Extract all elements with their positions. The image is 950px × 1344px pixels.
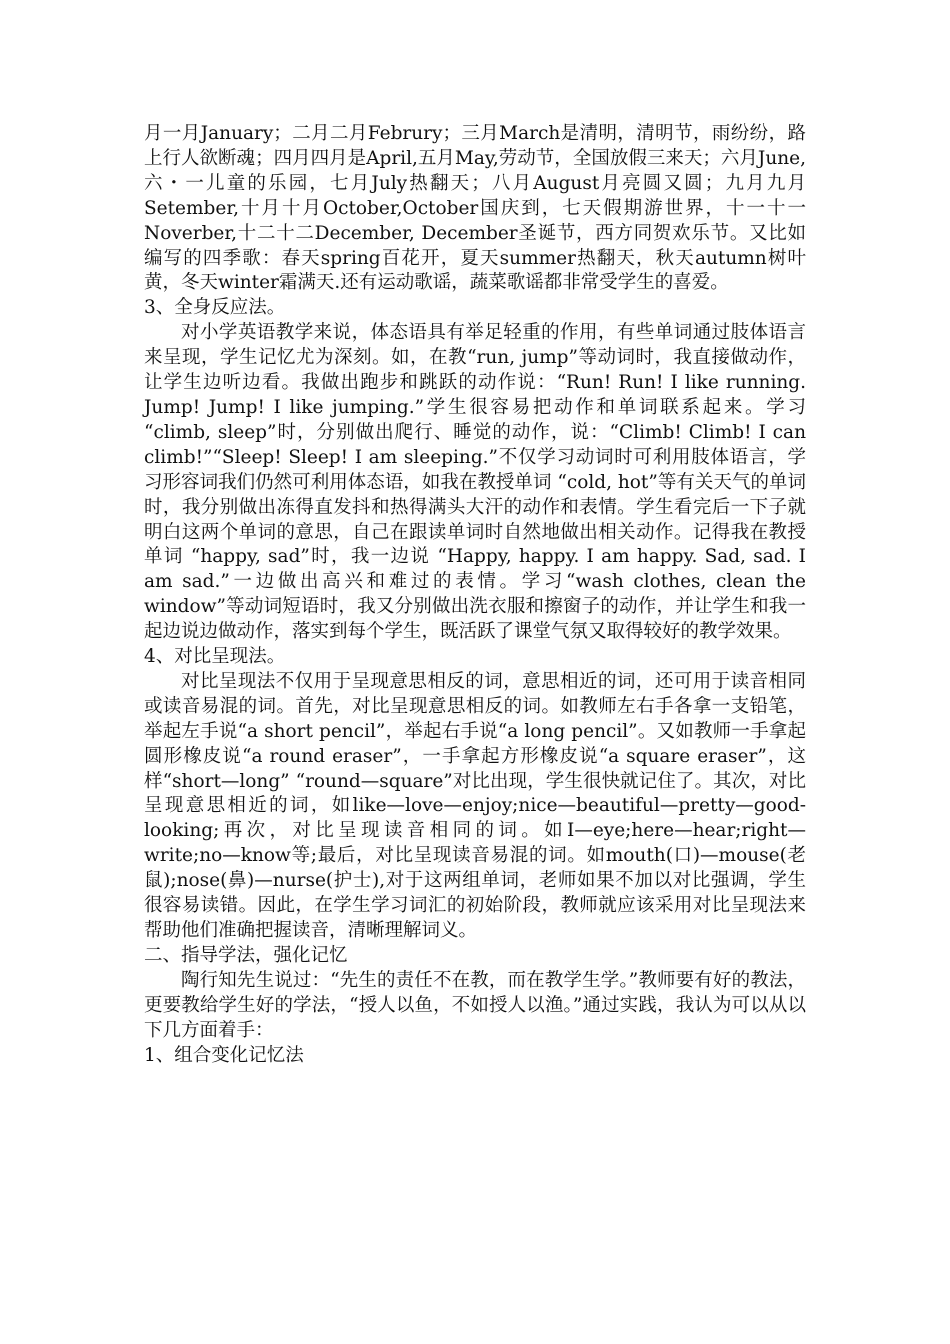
paragraph-contrast-method: 对比呈现法不仅用于呈现意思相反的词，意思相近的词，还可用于读音相同或读音易混的词。首先，对比呈现意思相反的词。如教师左右手各拿一支铅笔，举起左手说“a short pencil”，举起右手说“a long pencil”。又如教师一手拿起圆形橡皮说“a round eraser”，一手拿起方形橡皮说“a square eraser”，这样“short—long” “round—square”对比出现，学生很快就记住了。其次，对比呈现意思相近的词，如like—love—enjoy;nice—beautiful—pretty—good-looking;再次，对比呈现读音相同的词。如I—eye;here—hear;right—write;no—know等;最后，对比呈现读音易混的词。如mouth(口)—mouse(老鼠);nose(鼻)—nurse(护士),对于这两组单词，老师如果不加以对比强调，学生很容易读错。因此，在学生学习词汇的初始阶段，教师就应该采用对比呈现法来帮助他们准确把握读音，清晰理解词义。: [144, 670, 806, 941]
paragraph-body-language: 对小学英语教学来说，体态语具有举足轻重的作用，有些单词通过肢体语言来呈现，学生记忆尤为深刻。如，在教“run, jump”等动词时，我直接做动作，让学生边听边看。我做出跑步和跳跃的动作说：“Run! Run! I like running. Jump! Jump! I like jumping.”学生很容易把动作和单词联系起来。学习 “climb, sleep”时，分别做出爬行、睡觉的动作，说：“Climb! Climb! I can climb!”“Sleep! Sleep! I am sleeping.”不仅学习动词时可利用肢体语言，学习形容词我们仍然可利用体态语，如我在教授单词 “cold, hot”等有关天气的单词时，我分别做出冻得直发抖和热得满头大汗的动作和表情。学生看完后一下子就明白这两个单词的意思，自己在跟读单词时自然地做出相关动作。记得我在教授单词 “happy, sad”时，我一边说 “Happy, happy. I am happy. Sad, sad. I am sad.”一边做出高兴和难过的表情。学习“wash clothes, clean the window”等动词短语时，我又分别做出洗衣服和擦窗子的动作，并让学生和我一起边说边做动作，落实到每个学生，既活跃了课堂气氛又取得较好的教学效果。: [144, 322, 806, 643]
heading-guide-learning-methods: 二、指导学法，强化记忆: [144, 944, 348, 966]
heading-total-physical-response: 3、全身反应法。: [144, 297, 286, 319]
paragraph-months-song: 月一月January；二月二月Februry；三月March是清明，清明节，雨纷纷，路上行人欲断魂；四月四月是April,五月May,劳动节，全国放假三来天；六月June,六・一儿童的乐园，七月July热翻天；八月August月亮圆又圆；九月九月Setember,十月十月October,October国庆到，七天假期游世界，十一十一Noverber,十二十二December, December圣诞节，西方同贺欢乐节。又比如编写的四季歌：春天spring百花开，夏天summer热翻天，秋天autumn树叶黄，冬天winter霜满天.还有运动歌谣，蔬菜歌谣都非常受学生的喜爱。: [144, 123, 806, 294]
heading-combination-memory: 1、组合变化记忆法: [144, 1044, 304, 1066]
document-page: [144, 122, 806, 1068]
paragraph-tao-xingzhi-quote: 陶行知先生说过：“先生的责任不在教，而在教学生学。”教师要有好的教法，更要教给学生好的学法，“授人以鱼，不如授人以渔。”通过实践，我认为可以从以下几方面着手：: [144, 969, 806, 1041]
heading-contrast-presentation: 4、对比呈现法。: [144, 646, 286, 668]
